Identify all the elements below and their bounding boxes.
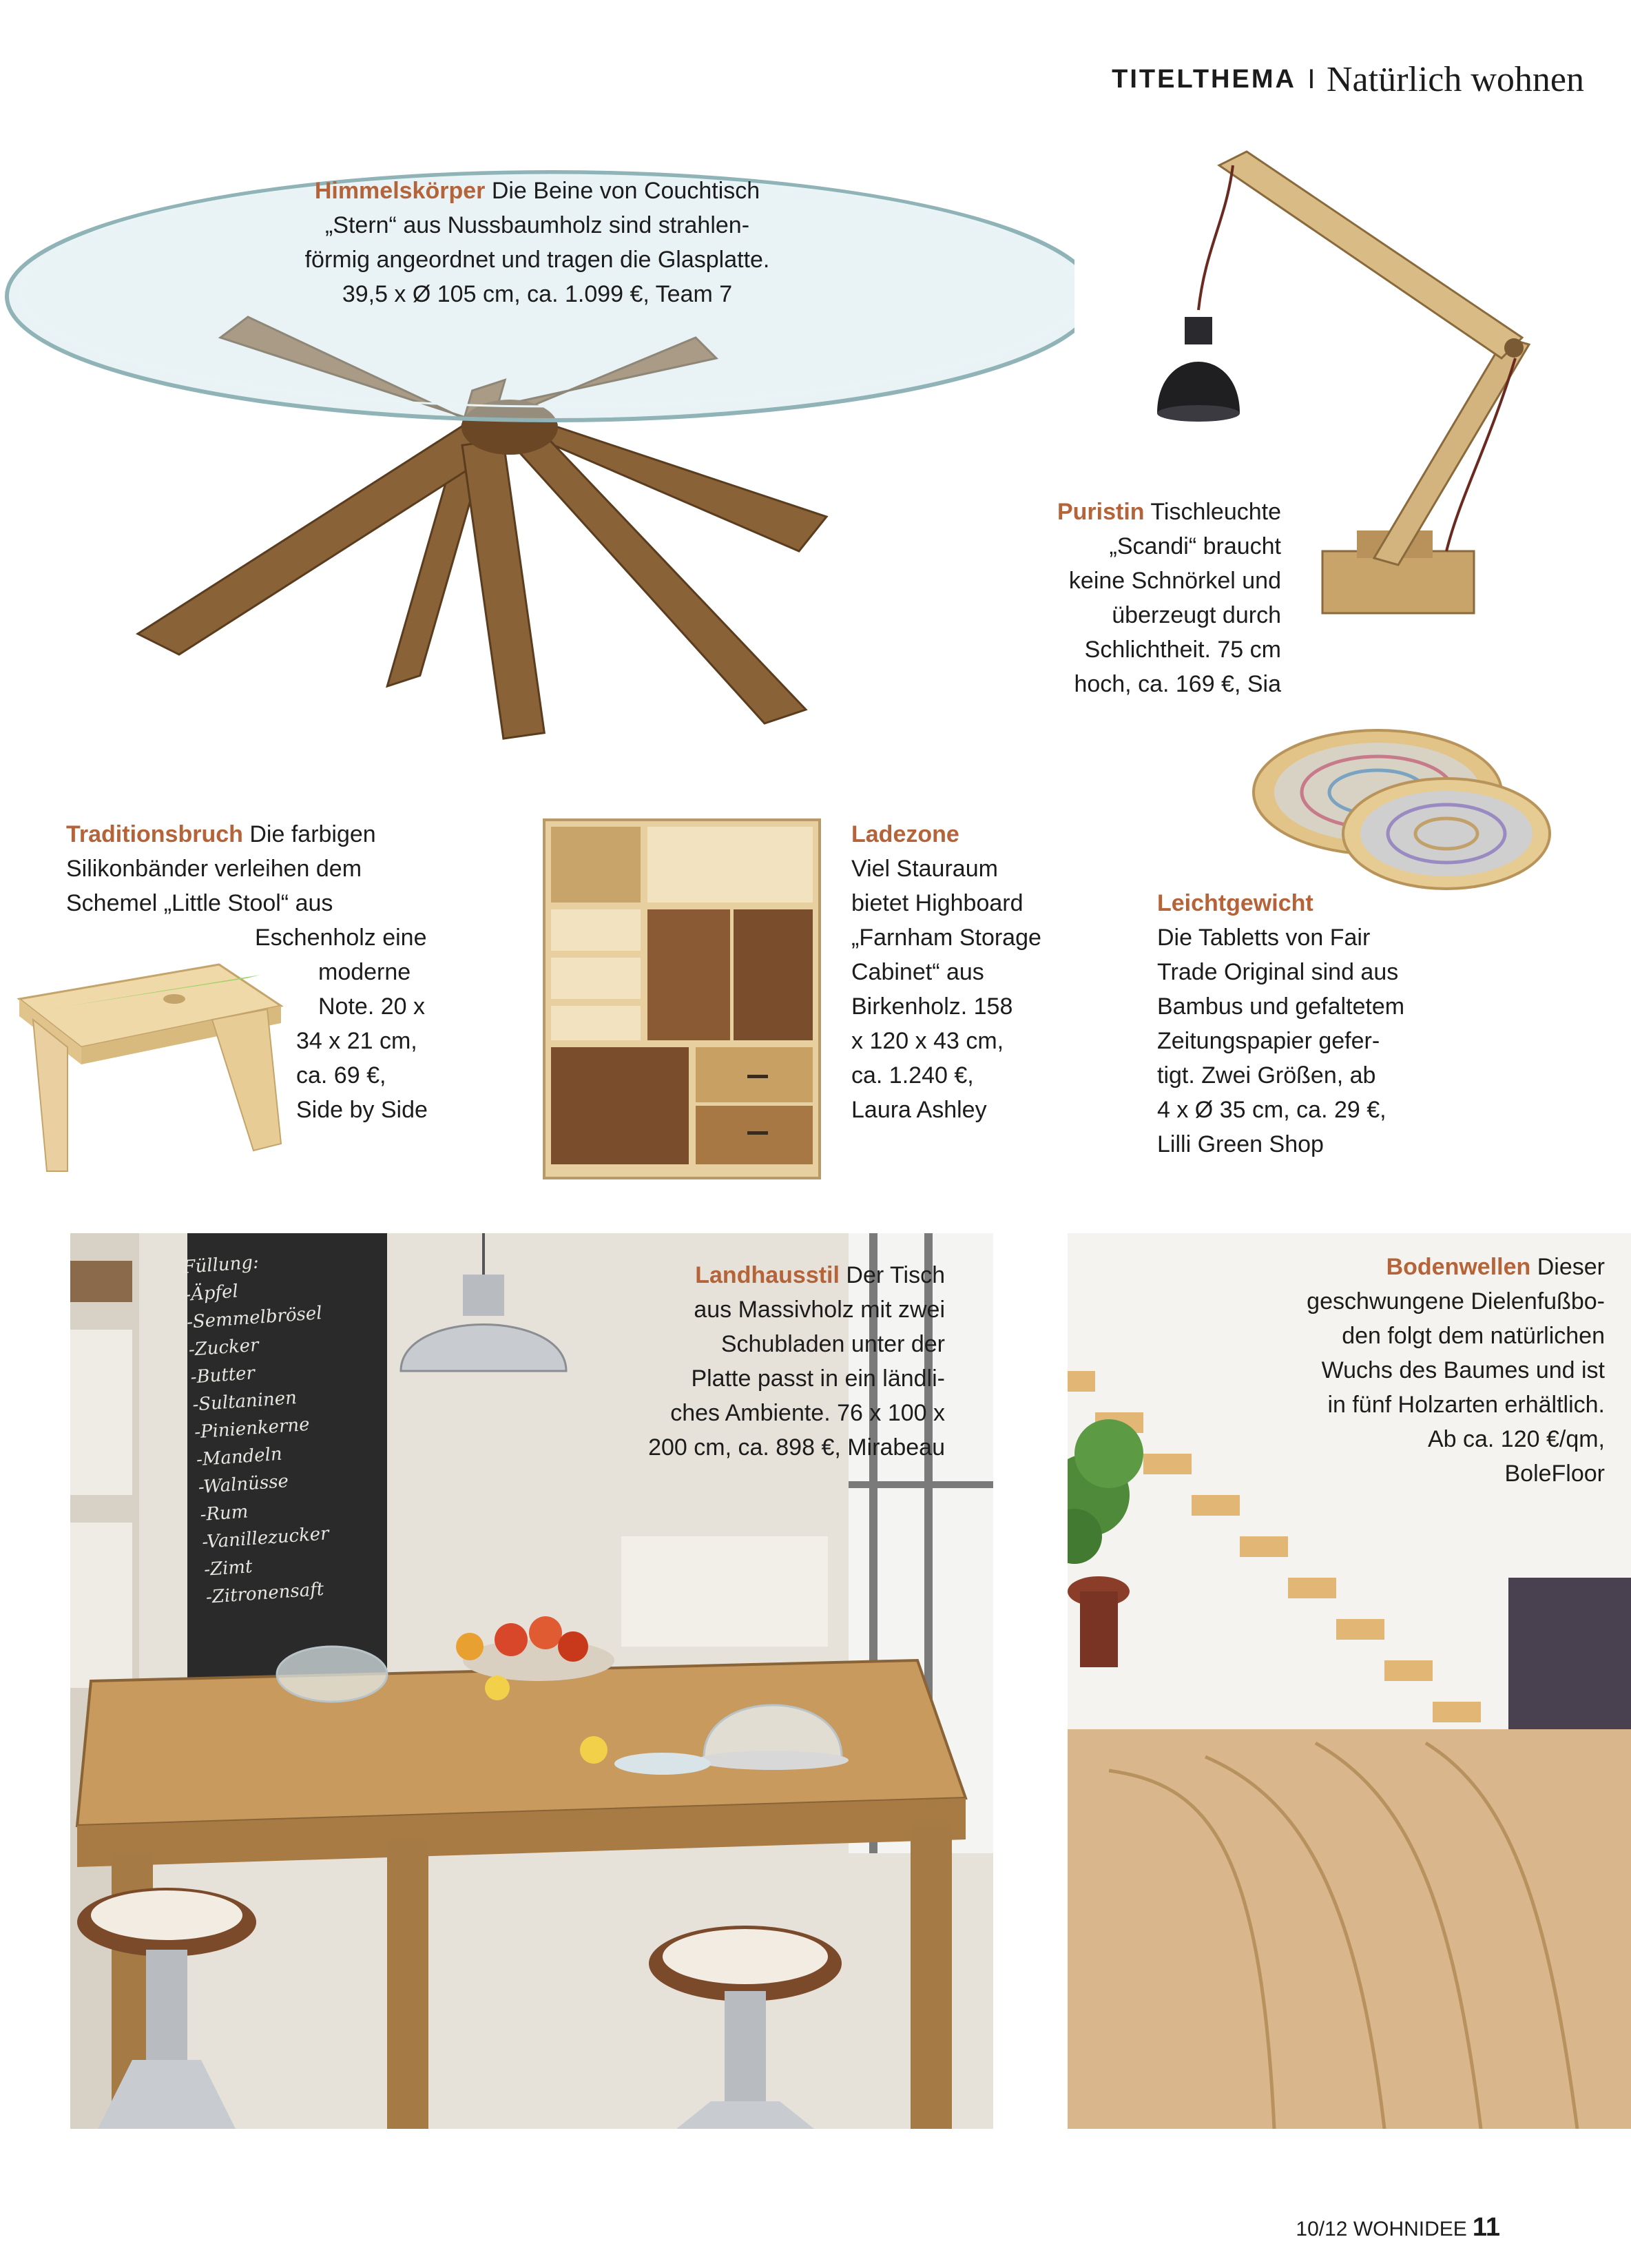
caption-line: „Farnham Storage	[851, 925, 1041, 951]
chalkboard-line: -Äpfel	[184, 1281, 239, 1306]
caption-lead: Himmelskörper	[314, 178, 486, 204]
cabinet-caption	[851, 817, 1127, 1127]
caption-line: Cabinet“ aus	[851, 959, 984, 985]
dining-table-photo	[70, 1233, 993, 2129]
caption-line: keine Schnörkel und	[1068, 568, 1281, 594]
trays-caption	[1157, 886, 1515, 1162]
caption-line: hoch, ca. 169 €, Sia	[1074, 671, 1281, 697]
caption-line: Die Beine von Couchtisch	[491, 178, 760, 204]
caption-line: Die Tabletts von Fair	[1157, 925, 1371, 951]
coffee-table-caption	[248, 174, 827, 311]
caption-line: Note. 20 x	[318, 993, 425, 1020]
caption-line: Die farbigen	[249, 821, 376, 847]
caption-line: ca. 1.240 €,	[851, 1062, 974, 1089]
caption-lead: Puristin	[1057, 499, 1145, 525]
caption-line: Ab ca. 120 €/qm,	[1427, 1426, 1605, 1452]
caption-line: Tischleuchte	[1150, 499, 1281, 525]
caption-line: 39,5 x Ø 105 cm, ca. 1.099 €, Team 7	[342, 281, 733, 307]
caption-line: Zeitungspapier gefer-	[1157, 1028, 1380, 1054]
floor-photo	[1068, 1233, 1631, 2129]
caption-line: Schubladen unter der	[720, 1331, 945, 1357]
caption-line: Side by Side	[296, 1097, 428, 1123]
page-number: 11	[1472, 2213, 1500, 2242]
caption-line: Eschenholz eine	[255, 925, 427, 951]
caption-line: überzeugt durch	[1112, 602, 1281, 628]
chalkboard-line: -Pinienkerne	[194, 1414, 311, 1443]
dining-table-caption	[442, 1258, 945, 1465]
caption-line: förmig angeordnet und tragen die Glasplatte.	[304, 247, 770, 273]
chalkboard-line: -Zimt	[203, 1556, 253, 1580]
caption-line: Laura Ashley	[851, 1097, 987, 1123]
chalkboard-line: -Semmelbrösel	[186, 1303, 323, 1333]
caption-line: ches Ambiente. 76 x 100 x	[670, 1400, 945, 1426]
caption-line: Der Tisch	[846, 1262, 945, 1288]
caption-lead: Traditionsbruch	[66, 821, 243, 847]
page-footer	[1296, 2213, 1500, 2243]
caption-line: den folgt dem natürlichen	[1342, 1323, 1605, 1349]
header-separator: I	[1307, 64, 1316, 94]
caption-lead: Bodenwellen	[1386, 1254, 1531, 1280]
page-header	[992, 59, 1584, 107]
chalkboard-line: Füllung:	[182, 1252, 260, 1278]
chalkboard-line: -Sultaninen	[191, 1387, 298, 1416]
caption-line: tigt. Zwei Größen, ab	[1157, 1062, 1376, 1089]
caption-lead: Leichtgewicht	[1157, 890, 1313, 916]
table-lamp-caption	[937, 495, 1281, 701]
floor-caption	[1123, 1250, 1605, 1491]
caption-line: Viel Stauraum	[851, 856, 998, 882]
caption-line: Lilli Green Shop	[1157, 1131, 1324, 1157]
caption-line: Dieser	[1537, 1254, 1605, 1280]
caption-line: Trade Original sind aus	[1157, 959, 1399, 985]
chalkboard-line: -Butter	[189, 1363, 256, 1388]
caption-line: Silikonbänder verleihen dem	[66, 856, 362, 882]
caption-line: bietet Highboard	[851, 890, 1024, 916]
caption-lead: Landhausstil	[695, 1262, 840, 1288]
caption-line: 200 cm, ca. 898 €, Mirabeau	[648, 1434, 945, 1461]
chalkboard-line: -Rum	[199, 1501, 249, 1526]
caption-line: Schlichtheit. 75 cm	[1084, 637, 1281, 663]
caption-line: „Stern“ aus Nussbaumholz sind strahlen-	[324, 212, 750, 238]
stool-photo	[6, 944, 295, 1178]
caption-line: Wuchs des Baumes und ist	[1321, 1357, 1605, 1383]
caption-line: BoleFloor	[1504, 1461, 1605, 1487]
caption-lead: Ladezone	[851, 821, 959, 847]
chalkboard-line: -Mandeln	[196, 1443, 283, 1471]
caption-line: ca. 69 €,	[296, 1062, 386, 1089]
caption-line: geschwungene Dielenfußbo-	[1307, 1288, 1605, 1315]
chalkboard-line: -Zucker	[187, 1334, 260, 1361]
caption-line: Schemel „Little Stool“ aus	[66, 890, 333, 916]
caption-line: 4 x Ø 35 cm, ca. 29 €,	[1157, 1097, 1386, 1123]
section-label: TITELTHEMA	[1112, 65, 1296, 94]
chalkboard-line: -Vanillezucker	[201, 1523, 330, 1553]
chalkboard-line: -Zitronensaft	[205, 1578, 325, 1608]
issue-label: 10/12 WOHNIDEE	[1296, 2218, 1467, 2240]
caption-line: 34 x 21 cm,	[296, 1028, 417, 1054]
chalkboard-line: -Walnüsse	[197, 1471, 289, 1498]
caption-line: Platte passt in ein ländli-	[691, 1365, 945, 1392]
cabinet-photo	[537, 813, 827, 1185]
caption-line: aus Massivholz mit zwei	[694, 1297, 945, 1323]
caption-line: in fünf Holzarten erhältlich.	[1327, 1392, 1605, 1418]
caption-line: x 120 x 43 cm,	[851, 1028, 1004, 1054]
caption-line: Birkenholz. 158	[851, 993, 1013, 1020]
chalkboard-menu	[182, 1241, 393, 1611]
section-title: Natürlich wohnen	[1326, 60, 1584, 99]
caption-line: „Scandi“ braucht	[1109, 533, 1281, 559]
trays-photo	[1240, 717, 1557, 896]
caption-line: Bambus und gefaltetem	[1157, 993, 1405, 1020]
caption-line: moderne	[318, 959, 411, 985]
